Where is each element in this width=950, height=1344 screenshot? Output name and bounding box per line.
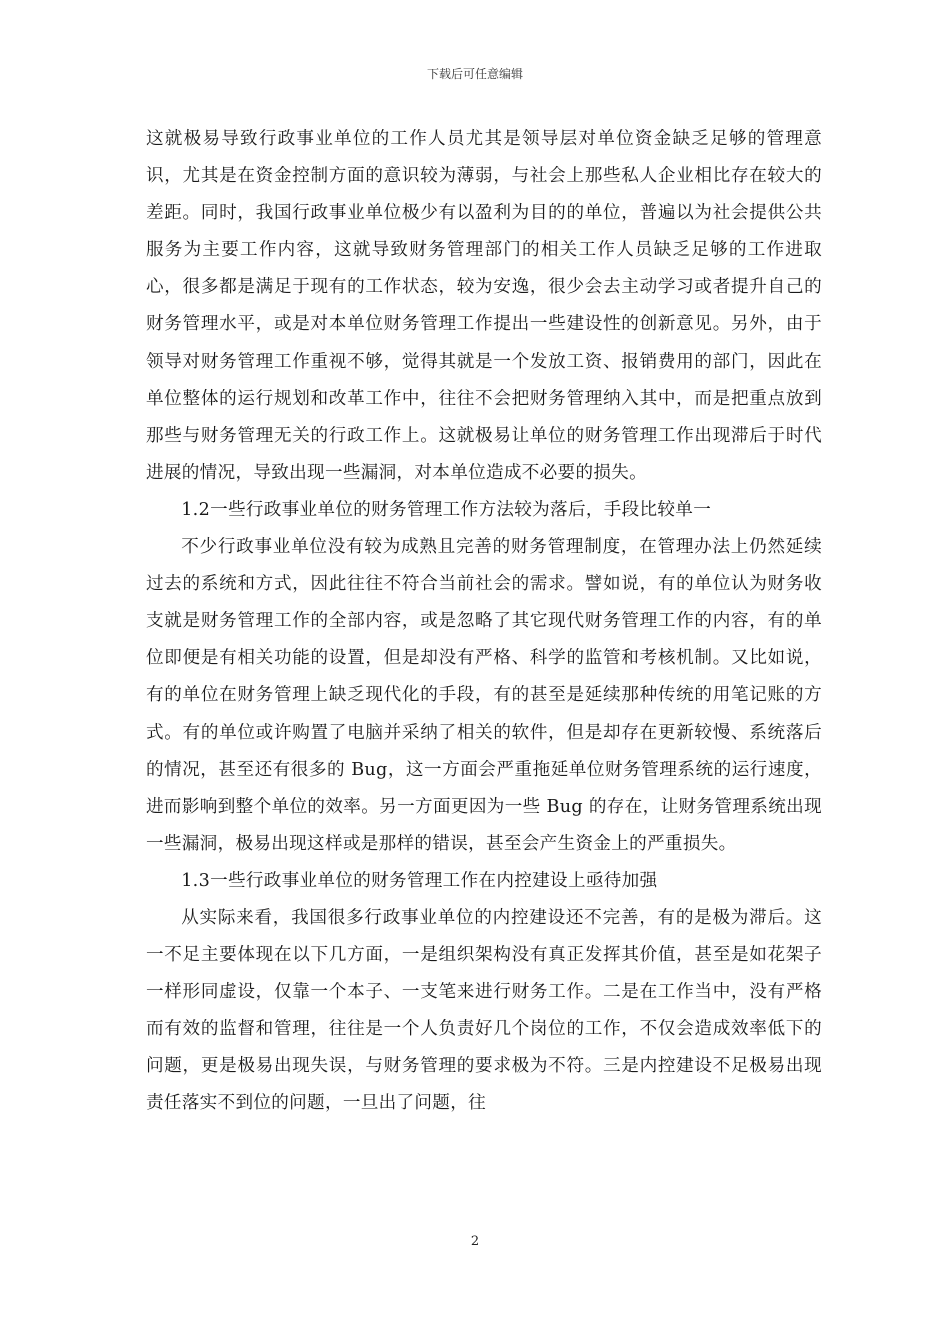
paragraph-internal-control: 从实际来看，我国很多行政事业单位的内控建设还不完善，有的是极为滞后。这一不足主要体现在以下几方面，一是组织架构没有真正发挥其价值，甚至是如花架子一样形同虚设，仅靠一个本子、一支笔来进行财务工作。二是在工作当中，没有严格而有效的监督和管理，往往是一个人负责好几个岗位的工作，不仅会造成效率低下的问题，更是极易出现失误，与财务管理的要求极为不符。三是内控建设不足极易出现责任落实不到位的问题，一旦出了问题，往 <box>146 907 822 1114</box>
paragraph-continuation: 这就极易导致行政事业单位的工作人员尤其是领导层对单位资金缺乏足够的管理意识，尤其是在资金控制方面的意识较为薄弱，与社会上那些私人企业相比存在较大的差距。同时，我国行政事业单位极少有以盈利为目的的单位，普遍以为社会提供公共服务为主要工作内容，这就导致财务管理部门的相关工作人员缺乏足够的工作进取心，很多都是满足于现有的工作状态，较为安逸，很少会去主动学习或者提升自己的财务管理水平，或是对本单位财务管理工作提出一些建设性的创新意见。另外，由于领导对财务管理工作重视不够，觉得其就是一个发放工资、报销费用的部门，因此在单位整体的运行规划和改革工作中，往往不会把财务管理纳入其中，而是把重点放到那些与财务管理无关的行政工作上。这就极易让单位的财务管理工作出现滞后于时代进展的情况，导致出现一些漏洞，对本单位造成不必要的损失。 <box>146 129 822 483</box>
paragraph-methods: 不少行政事业单位没有较为成熟且完善的财务管理制度，在管理办法上仍然延续过去的系统和方式，因此往往不符合当前社会的需求。譬如说，有的单位认为财务收支就是财务管理工作的全部内容，或是忽略了其它现代财务管理工作的内容，有的单位即便是有相关功能的设置，但是却没有严格、科学的监管和考核机制。又比如说，有的单位在财务管理上缺乏现代化的手段，有的甚至是延续那种传统的用笔记账的方式。有的单位或许购置了电脑并采纳了相关的软件，但是却存在更新较慢、系统落后的情况，甚至还有很多的 Bug，这一方面会严重拖延单位财务管理系统的运行速度，进而影响到整个单位的效率。另一方面更因为一些 Bug 的存在，让财务管理系统出现一些漏洞，极易出现这样或是那样的错误，甚至会产生资金上的严重损失。 <box>146 537 822 854</box>
section-heading-1-3: 1.3一些行政事业单位的财务管理工作在内控建设上亟待加强 <box>181 870 658 891</box>
section-heading-1-2: 1.2一些行政事业单位的财务管理工作方法较为落后，手段比较单一 <box>181 499 712 520</box>
document-body <box>146 121 822 1123</box>
page-header: 下载后可任意编辑 <box>426 67 523 81</box>
page-number: 2 <box>470 1234 480 1249</box>
